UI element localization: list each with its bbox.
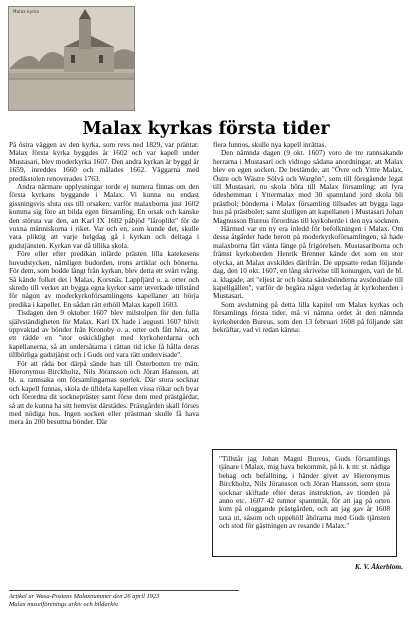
paragraph: På östra väggen av den kyrka, som revs ned 1829, var präntat: Malax första kyrka byggdes år 1602 och var kapell under Mustasari, blev moderkyrka 1607. Den andra kyrkan är byggd år 1659, inreddes 1660 och målades 1662. Väggarna med predikstolen renoverades 1763.: [9, 141, 199, 183]
paragraph: Som avslutning på detta lilla kapitel om Malax kyrkas och församlings första tider, må vi nämna ordet åt den nämnda kyrkoherden Bureus, som den 13 februari 1608 på följande sätt bekräftar, vad vi redan känna:: [213, 299, 403, 334]
quote-text: "Tillstår jag Johan Magni Bureus, Guds församlings tjänare i Malax, mig hava bekommit, på h. k m: st. nådiga behag och befallning, i händer givet av Hieronymus Birckholtz, Nils Jöransson och Jöran Hansson, som stora socknar skiftade efter deras instruktion, av tionden på anno etc. 1607 42 tunnor spannmål, för att jag på orten kom på ologgande prästgården, och att jag gav år 1608 taxa ut, såsom och uppehöll åhörarna med Guds tjänsten och stod för gästningen av resande i Malax.": [219, 454, 390, 531]
paragraph: Härmed var en ny era inledd för befolkningen i Malax. Om dessa åtgärder hade berott på moderkyrkoförsamlingen, så hade malaxborna fått vänta länge på frigörelsen. Mustasariborna och främst kyrkoherden Henrik Brenner kände det som en stor olycka, att Malax avskildes därifrån. De uppsatte redan följande dag, den 10 okt. 1607, en lång skrivelse till konungen, vari de bl. a. klagade, att "eljest är och bästa sädesbönderna avsöndrade till kapellgällen", varför de begära något vederlag åt kyrkoherden i Mustasari.: [213, 224, 403, 301]
church-illustration-icon: [9, 7, 134, 110]
church-photo: [8, 6, 135, 111]
paragraph: Tisdagen den 9 oktober 1607 blev milstolpen för den fulla självständigheten för Malax. Karl IX hade i augusti 1607 blivit uppvaktad av bönder från Kronoby o. a. orter och fått höra, att ett rädde en "stor oskicklighet med kyrkoherdarna och kapellanerna, så att undersåtarna i rättan tid icke få hålla deras tillbörliga gudstjänst och i Guds ord vara rätt undervisade".: [9, 308, 199, 360]
footer-note: [9, 590, 239, 609]
left-column: [9, 141, 199, 581]
photo-caption: Malax kyrka: [13, 9, 40, 14]
paragraph: flera funnos, skulle nya kapell inrättas.: [213, 141, 327, 149]
paragraph: För att råda bot därpå sände han till Österbotten tre män, Hieronymus Birckholtz, Nils Jöransson och Jöran Hansson, att bl. a. rannsaka om församlingarnas storlek. Där stora socknar och kapell funnas, skola de tilldela kapellen vissa rökar och byar och förordna dit socknepräster samt förse dem med prästgårdar, så att de kunna ha sitt hemvist därstädes. Prästgården skall förses med nödiga hus. Ingen socken eller prästman skulle få hava mera än 200 besuttna bönder. Där: [9, 358, 199, 427]
right-column: [213, 141, 403, 441]
paragraph: Den nämnda dagen (9 okt. 1607) voro de tre rannsakande herrarna i Mustasari och vidtogo sådana anordningar, att Malax blev en egen socken. De bestämde, att "Övre och Yttre Malax, Östre och Wästre Sölvä och Wargön", som till föregående legat till Mustasari, nu skola höra till Malax församling; att fyra ödeshemman i Yttermalax med 30 spannland jord skola bli prästbol; bönderna i Malax församling tillsades att bygga laga hus på prästbolet; samt slutligen att kapellanen i Mustasari Johan Magnusson Bureus förordnas till kyrkoherde i den nya socknen.: [213, 148, 403, 225]
paragraph: Före eller efter predikan inlärde prästen lilla katekesens huvudstycken, nämligen budorden, trons artiklar och bönerna. För dem, som bodde långt från kyrkan, blev detta ett svårt tvång. Så kände folket det i Malax, Korsnäs. Lappfjärd o. a. orter och skredo till verket att bygga egna kyrkor samt utverkade tillstånd för någon av moderkyrkoförsamlingens kapellaner att börja predika i kapellet. En sådan rätt erhöll Malax kapell 1603.: [9, 249, 199, 309]
paragraph: Andra närmare upplysningar torde ej numera finnas om den första kyrkans byggande i Malax. Vi kunna nu endast gissningsvis sluta oss till orsaken, varför malaxborna just 1602 komma sig före att bilda egen församling. En orsak och kanske den största var den, att Karl IX 1602 påbjöd "läroplikt" för de vuxna människorna i riket. Var och en, som kunde det, skulle vara pliktig att varje helgdag gå i kyrkan och deltaga i gudstjänsten. Kyrkan var då tillika skola.: [9, 182, 199, 250]
footer-line: Malax museiförenings arkiv och bildarkiv.: [9, 601, 119, 608]
quote-box: [212, 449, 397, 557]
article-title: Malax kyrkas första tider: [82, 119, 330, 139]
author-signature: K. V. Åkerblom.: [354, 562, 403, 571]
footer-line: Artikel ur Wasa-Postens Malaxnummer den 26 april 1923: [9, 593, 160, 600]
